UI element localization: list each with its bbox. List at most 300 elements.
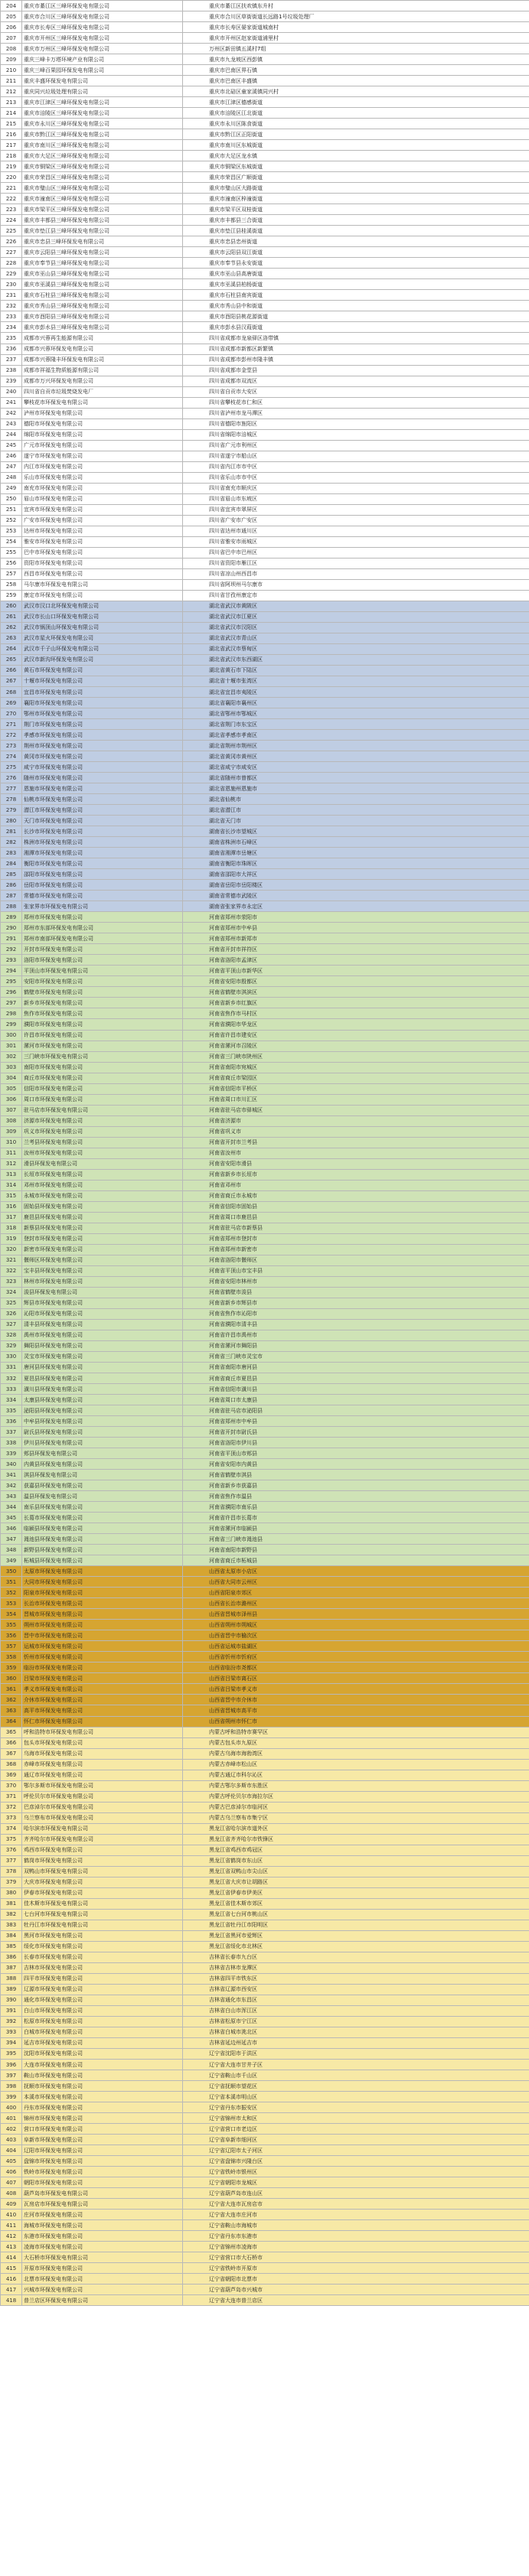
row-number: 215 (1, 119, 22, 129)
table-row (1, 386, 529, 397)
row-number: 311 (1, 1148, 22, 1158)
facility-address: 四川省雅安市雨城区 (183, 536, 529, 547)
facility-address: 河南省商丘市柘城县 (183, 1555, 529, 1566)
facility-address: 黑龙江省牡丹江市阳明区 (183, 1920, 529, 1930)
table-row (1, 805, 529, 816)
facility-address: 山西省晋中市榆次区 (183, 1630, 529, 1641)
row-number: 278 (1, 794, 22, 805)
facility-address: 湖北省仙桃市 (183, 794, 529, 805)
row-number: 250 (1, 493, 22, 504)
row-number: 241 (1, 397, 22, 408)
row-number: 254 (1, 536, 22, 547)
table-row (1, 1866, 529, 1877)
facility-address: 河南省洛阳市偃师区 (183, 1255, 529, 1265)
table-row (1, 558, 529, 568)
row-number: 367 (1, 1748, 22, 1759)
row-number: 327 (1, 1319, 22, 1330)
facility-address: 重庆市彭水县汉葭街道 (183, 322, 529, 333)
table-row (1, 2263, 529, 2274)
facility-name: 四川省自贡市垃圾焚烧发电厂 (22, 386, 183, 397)
facility-name: 雅安市环保发电有限公司 (22, 536, 183, 547)
facility-address: 河南省濮阳市清丰县 (183, 1319, 529, 1330)
table-row (1, 901, 529, 912)
table-row (1, 698, 529, 708)
facility-address: 河南省商丘市永城市 (183, 1190, 529, 1201)
table-row (1, 2092, 529, 2102)
row-number: 371 (1, 1791, 22, 1802)
facility-name: 重庆市巫山县三峰环保发电有限公司 (22, 269, 183, 279)
table-row (1, 547, 529, 558)
row-number: 325 (1, 1298, 22, 1308)
facility-name: 中牟县环保发电有限公司 (22, 1416, 183, 1427)
facility-address: 辽宁省朝阳市龙城区 (183, 2177, 529, 2188)
facility-address: 重庆市涪陵区江北街道 (183, 108, 529, 119)
row-number: 360 (1, 1673, 22, 1684)
row-number: 210 (1, 65, 22, 76)
facility-address: 辽宁省盘锦市兴隆台区 (183, 2156, 529, 2167)
facility-name: 长春市环保发电有限公司 (22, 1952, 183, 1962)
row-number: 240 (1, 386, 22, 397)
table-row (1, 1973, 529, 1984)
facility-name: 重庆市潼南区三峰环保发电有限公司 (22, 194, 183, 204)
facility-name: 宜昌市环保发电有限公司 (22, 687, 183, 698)
facility-name: 郑州市南部环保发电有限公司 (22, 933, 183, 944)
facility-address: 重庆市璧山区大路街道 (183, 183, 529, 194)
facility-name: 重庆市奉节县三峰环保发电有限公司 (22, 258, 183, 269)
table-row (1, 848, 529, 858)
facility-address: 重庆市綦江区扶欢镇东升村 (183, 1, 529, 11)
row-number: 310 (1, 1137, 22, 1148)
row-number: 322 (1, 1265, 22, 1276)
table-row (1, 1148, 529, 1158)
facility-name: 临汾市环保发电有限公司 (22, 1663, 183, 1673)
row-number: 317 (1, 1212, 22, 1223)
facility-address: 湖北省黄冈市黄州区 (183, 751, 529, 762)
facility-address: 四川省遂宁市船山区 (183, 451, 529, 461)
table-row (1, 1877, 529, 1887)
facility-name: 吉林市环保发电有限公司 (22, 1962, 183, 1973)
facility-name: 清丰县环保发电有限公司 (22, 1319, 183, 1330)
facility-address: 辽宁省铁岭市银州区 (183, 2167, 529, 2177)
row-number: 404 (1, 2145, 22, 2156)
facility-address: 辽宁省大连市瓦房店市 (183, 2199, 529, 2210)
facility-name: 重庆三峰卡万塔环境产业有限公司 (22, 54, 183, 65)
table-row (1, 1073, 529, 1083)
facility-address: 河南省新乡市红旗区 (183, 998, 529, 1008)
facility-address: 河南省驻马店市驿城区 (183, 1105, 529, 1115)
facility-address: 河南省郑州市荥阳市 (183, 912, 529, 923)
facility-address: 黑龙江省佳木斯市郊区 (183, 1898, 529, 1909)
row-number: 395 (1, 2048, 22, 2059)
facility-address: 吉林省长春市九台区 (183, 1952, 529, 1962)
table-row (1, 816, 529, 826)
row-number: 369 (1, 1770, 22, 1780)
row-number: 268 (1, 687, 22, 698)
facility-name: 武汉市汉口北环保发电有限公司 (22, 601, 183, 611)
row-number: 262 (1, 622, 22, 633)
row-number: 346 (1, 1523, 22, 1534)
table-row (1, 515, 529, 526)
facility-name: 泸州市环保发电有限公司 (22, 408, 183, 418)
facility-name: 重庆市垫江县三峰环保发电有限公司 (22, 226, 183, 236)
facility-address: 河南省驻马店市新蔡县 (183, 1223, 529, 1233)
facility-name: 朔州市环保发电有限公司 (22, 1620, 183, 1630)
facility-name: 本溪市环保发电有限公司 (22, 2092, 183, 2102)
facility-address: 吉林省吉林市龙潭区 (183, 1962, 529, 1973)
facility-address: 河南省许昌市长葛市 (183, 1513, 529, 1523)
row-number: 354 (1, 1609, 22, 1620)
table-row (1, 654, 529, 665)
row-number: 321 (1, 1255, 22, 1265)
table-row (1, 2167, 529, 2177)
facility-name: 重庆市南川区三峰环保发电有限公司 (22, 140, 183, 151)
row-number: 204 (1, 1, 22, 11)
table-row (1, 1566, 529, 1577)
facility-address: 辽宁省营口市老边区 (183, 2124, 529, 2135)
row-number: 295 (1, 976, 22, 987)
table-row (1, 140, 529, 151)
table-row (1, 987, 529, 998)
table-row (1, 2285, 529, 2295)
facility-address: 内蒙古呼伦贝尔市海拉尔区 (183, 1791, 529, 1802)
row-number: 229 (1, 269, 22, 279)
facility-address: 辽宁省鞍山市海城市 (183, 2220, 529, 2231)
table-row (1, 151, 529, 161)
facility-name: 固始县环保发电有限公司 (22, 1201, 183, 1212)
facility-name: 孝义市环保发电有限公司 (22, 1684, 183, 1695)
facility-address: 重庆市巴南区丰盛镇 (183, 76, 529, 86)
row-number: 306 (1, 1094, 22, 1105)
table-row (1, 751, 529, 762)
table-row (1, 2188, 529, 2199)
facility-address: 内蒙古通辽市科尔沁区 (183, 1770, 529, 1780)
row-number: 362 (1, 1695, 22, 1705)
facility-name: 辽源市环保发电有限公司 (22, 1984, 183, 1995)
facility-address: 吉林省四平市铁东区 (183, 1973, 529, 1984)
row-number: 343 (1, 1491, 22, 1502)
row-number: 332 (1, 1373, 22, 1384)
row-number: 269 (1, 698, 22, 708)
row-number: 304 (1, 1073, 22, 1083)
row-number: 283 (1, 848, 22, 858)
facility-address: 辽宁省铁岭市开原市 (183, 2263, 529, 2274)
facility-name: 孝感市环保发电有限公司 (22, 730, 183, 741)
table-row (1, 1588, 529, 1598)
facility-address: 重庆市梁平区双桂街道 (183, 204, 529, 215)
facility-name: 仙桃市环保发电有限公司 (22, 794, 183, 805)
facility-address: 吉林省白城市洮北区 (183, 2027, 529, 2037)
row-number: 274 (1, 751, 22, 762)
facility-name: 辉县市环保发电有限公司 (22, 1298, 183, 1308)
facility-name: 黄冈市环保发电有限公司 (22, 751, 183, 762)
table-row (1, 601, 529, 611)
table-row (1, 2081, 529, 2092)
row-number: 257 (1, 568, 22, 579)
table-row (1, 1930, 529, 1941)
facility-address: 湖北省天门市 (183, 816, 529, 826)
facility-address: 湖北省武汉市东西湖区 (183, 654, 529, 665)
table-row (1, 2177, 529, 2188)
table-row (1, 1748, 529, 1759)
row-number: 353 (1, 1598, 22, 1609)
facility-name: 锦州市环保发电有限公司 (22, 2113, 183, 2124)
row-number: 357 (1, 1641, 22, 1652)
facility-name: 巴中市环保发电有限公司 (22, 547, 183, 558)
table-row (1, 1909, 529, 1920)
row-number: 330 (1, 1351, 22, 1362)
row-number: 287 (1, 891, 22, 901)
row-number: 218 (1, 151, 22, 161)
facility-name: 舞阳县环保发电有限公司 (22, 1340, 183, 1351)
facility-name: 绵阳市环保发电有限公司 (22, 429, 183, 440)
facility-name: 濮阳市环保发电有限公司 (22, 1019, 183, 1030)
row-number: 222 (1, 194, 22, 204)
facility-name: 南充市环保发电有限公司 (22, 483, 183, 493)
facility-name: 重庆市丰都县三峰环保发电有限公司 (22, 215, 183, 226)
facility-address: 河南省三门峡市灵宝市 (183, 1351, 529, 1362)
table-row (1, 1030, 529, 1040)
table-row (1, 1962, 529, 1973)
facility-name: 重庆市开州区三峰环保发电有限公司 (22, 33, 183, 44)
facility-name: 新蔡县环保发电有限公司 (22, 1223, 183, 1233)
facility-name: 晋城市环保发电有限公司 (22, 1609, 183, 1620)
facility-name: 温县环保发电有限公司 (22, 1491, 183, 1502)
row-number: 339 (1, 1448, 22, 1459)
facility-address: 辽宁省阜新市细河区 (183, 2135, 529, 2145)
table-row (1, 2135, 529, 2145)
table-row (1, 290, 529, 301)
row-number: 416 (1, 2274, 22, 2285)
row-number: 205 (1, 11, 22, 22)
facility-address: 重庆市大足区龙水镇 (183, 151, 529, 161)
row-number: 366 (1, 1737, 22, 1748)
table-row (1, 976, 529, 987)
table-row (1, 1233, 529, 1244)
row-number: 393 (1, 2027, 22, 2037)
facility-name: 遂宁市环保发电有限公司 (22, 451, 183, 461)
row-number: 249 (1, 483, 22, 493)
facility-address: 湖北省宜昌市夷陵区 (183, 687, 529, 698)
facility-address: 万州区新田镇五溪村7组 (183, 44, 529, 54)
facility-address: 湖北省孝感市孝南区 (183, 730, 529, 741)
facility-address: 四川省眉山市东坡区 (183, 493, 529, 504)
facility-address: 吉林省白山市浑江区 (183, 2005, 529, 2016)
row-number: 350 (1, 1566, 22, 1577)
facility-name: 七台河市环保发电有限公司 (22, 1909, 183, 1920)
table-row (1, 1212, 529, 1223)
facility-name: 宝丰县环保发电有限公司 (22, 1265, 183, 1276)
row-number: 328 (1, 1330, 22, 1340)
row-number: 415 (1, 2263, 22, 2274)
facility-name: 重庆市长寿区三峰环保发电有限公司 (22, 22, 183, 33)
facility-address: 辽宁省丹东市振安区 (183, 2102, 529, 2113)
facility-address: 内蒙古乌海市海勃湾区 (183, 1748, 529, 1759)
table-row (1, 536, 529, 547)
table-row (1, 1812, 529, 1823)
facility-name: 潜江市环保发电有限公司 (22, 805, 183, 816)
table-row (1, 1083, 529, 1094)
table-row (1, 1898, 529, 1909)
row-number: 400 (1, 2102, 22, 2113)
table-row (1, 611, 529, 622)
facility-address: 湖北省武汉市黄陂区 (183, 601, 529, 611)
row-number: 418 (1, 2295, 22, 2306)
row-number: 286 (1, 880, 22, 891)
facility-name: 长垣市环保发电有限公司 (22, 1169, 183, 1180)
table-row (1, 944, 529, 955)
row-number: 387 (1, 1962, 22, 1973)
facility-address: 河南省周口市川汇区 (183, 1094, 529, 1105)
row-number: 233 (1, 311, 22, 322)
row-number: 401 (1, 2113, 22, 2124)
row-number: 252 (1, 515, 22, 526)
row-number: 365 (1, 1727, 22, 1737)
facility-name: 普兰店区环保发电有限公司 (22, 2295, 183, 2306)
facility-address: 四川省宜宾市翠屏区 (183, 504, 529, 515)
facility-name: 十堰市环保发电有限公司 (22, 676, 183, 686)
facility-name: 营口市环保发电有限公司 (22, 2124, 183, 2135)
facility-address: 辽宁省丹东市东港市 (183, 2231, 529, 2242)
facility-address: 重庆市江津区德感街道 (183, 97, 529, 108)
facility-name: 西昌市环保发电有限公司 (22, 568, 183, 579)
facility-address: 吉林省辽源市西安区 (183, 1984, 529, 1995)
row-number: 417 (1, 2285, 22, 2295)
table-row (1, 2048, 529, 2059)
table-row (1, 2210, 529, 2220)
row-number: 296 (1, 987, 22, 998)
facility-address: 山西省长治市潞州区 (183, 1598, 529, 1609)
table-row (1, 1126, 529, 1137)
facility-address: 河南省安阳市林州市 (183, 1276, 529, 1287)
table-row (1, 129, 529, 140)
facility-name: 海城市环保发电有限公司 (22, 2220, 183, 2231)
row-number: 263 (1, 633, 22, 643)
row-number: 298 (1, 1008, 22, 1019)
facility-address: 重庆市丰都县三合街道 (183, 215, 529, 226)
facility-name: 阳泉市环保发电有限公司 (22, 1588, 183, 1598)
table-row (1, 76, 529, 86)
table-row (1, 923, 529, 933)
table-row (1, 22, 529, 33)
facility-name: 忻州市环保发电有限公司 (22, 1652, 183, 1663)
row-number: 297 (1, 998, 22, 1008)
facility-address: 河南省鹤壁市淇县 (183, 1470, 529, 1480)
table-row (1, 1019, 529, 1030)
facility-name: 成都市祥福生物质能源有限公司 (22, 365, 183, 376)
facility-name: 登封市环保发电有限公司 (22, 1233, 183, 1244)
facility-name: 盘锦市环保发电有限公司 (22, 2156, 183, 2167)
facility-address: 黑龙江省大庆市让胡路区 (183, 1877, 529, 1887)
facility-address: 山西省大同市云州区 (183, 1577, 529, 1588)
row-number: 282 (1, 837, 22, 848)
facility-address: 四川省资阳市雁江区 (183, 558, 529, 568)
table-row (1, 1201, 529, 1212)
facility-address: 四川省乐山市市中区 (183, 472, 529, 483)
facility-name: 康定市环保发电有限公司 (22, 590, 183, 601)
facility-name: 开封市环保发电有限公司 (22, 944, 183, 955)
facility-address: 重庆市合川区草街街道长远路1号垃圾处理厂 (183, 11, 529, 22)
facility-address: 河南省鹤壁市浚县 (183, 1287, 529, 1298)
row-number: 316 (1, 1201, 22, 1212)
table-row (1, 1340, 529, 1351)
facility-address: 辽宁省葫芦岛市连山区 (183, 2188, 529, 2199)
row-number: 356 (1, 1630, 22, 1641)
facility-name: 重庆市巫溪县三峰环保发电有限公司 (22, 279, 183, 290)
row-number: 220 (1, 172, 22, 183)
facility-address: 辽宁省朝阳市北票市 (183, 2274, 529, 2285)
table-row (1, 215, 529, 226)
facility-address: 黑龙江省伊春市伊美区 (183, 1887, 529, 1898)
table-row (1, 258, 529, 269)
facility-address: 河南省许昌市禹州市 (183, 1330, 529, 1340)
row-number: 398 (1, 2081, 22, 2092)
facility-address: 辽宁省葫芦岛市兴城市 (183, 2285, 529, 2295)
table-row (1, 1062, 529, 1073)
table-row (1, 1405, 529, 1416)
facility-name: 常德市环保发电有限公司 (22, 891, 183, 901)
table-row (1, 354, 529, 365)
table-row (1, 933, 529, 944)
table-row (1, 86, 529, 97)
table-row (1, 1673, 529, 1684)
table-row (1, 1920, 529, 1930)
facility-name: 尉氏县环保发电有限公司 (22, 1427, 183, 1438)
table-row (1, 1169, 529, 1180)
facility-address: 河南省信阳市潢川县 (183, 1384, 529, 1395)
facility-address: 河南省商丘市梁园区 (183, 1073, 529, 1083)
facility-name: 重庆丰盛环保发电有限公司 (22, 76, 183, 86)
row-number: 239 (1, 376, 22, 386)
facility-name: 阜新市环保发电有限公司 (22, 2135, 183, 2145)
table-row (1, 783, 529, 794)
table-row (1, 1577, 529, 1588)
facility-address: 河南省南阳市唐河县 (183, 1362, 529, 1373)
facility-name: 重庆同兴垃圾处理有限公司 (22, 86, 183, 97)
row-number: 397 (1, 2070, 22, 2081)
table-row (1, 1137, 529, 1148)
row-number: 359 (1, 1663, 22, 1673)
facility-name: 鹤岗市环保发电有限公司 (22, 1855, 183, 1866)
facility-address: 内蒙古巴彦淖尔市临河区 (183, 1802, 529, 1812)
facility-name: 重庆市綦江区三峰环保发电有限公司 (22, 1, 183, 11)
table-row (1, 2252, 529, 2263)
facility-address: 重庆市黔江区正阳街道 (183, 129, 529, 140)
table-row (1, 891, 529, 901)
facility-name: 滑县环保发电有限公司 (22, 1158, 183, 1169)
row-number: 267 (1, 676, 22, 686)
facility-name: 咸宁市环保发电有限公司 (22, 762, 183, 773)
table-row (1, 880, 529, 891)
facility-name: 重庆市黔江区三峰环保发电有限公司 (22, 129, 183, 140)
row-number: 280 (1, 816, 22, 826)
facility-address: 河南省鹤壁市淇滨区 (183, 987, 529, 998)
row-number: 411 (1, 2220, 22, 2231)
facility-address: 河南省漯河市舞阳县 (183, 1340, 529, 1351)
table-row (1, 172, 529, 183)
table-row (1, 826, 529, 837)
row-number: 410 (1, 2210, 22, 2220)
row-number: 301 (1, 1040, 22, 1051)
facility-name: 鹤壁市环保发电有限公司 (22, 987, 183, 998)
facility-name: 丹东市环保发电有限公司 (22, 2102, 183, 2113)
facility-name: 重庆市云阳县三峰环保发电有限公司 (22, 247, 183, 258)
row-number: 211 (1, 76, 22, 86)
row-number: 208 (1, 44, 22, 54)
facility-name: 成都市兴蓉环保发电有限公司 (22, 344, 183, 354)
facility-name: 大石桥市环保发电有限公司 (22, 2252, 183, 2263)
facility-address: 重庆市潼南区梓潼街道 (183, 194, 529, 204)
table-row (1, 773, 529, 783)
